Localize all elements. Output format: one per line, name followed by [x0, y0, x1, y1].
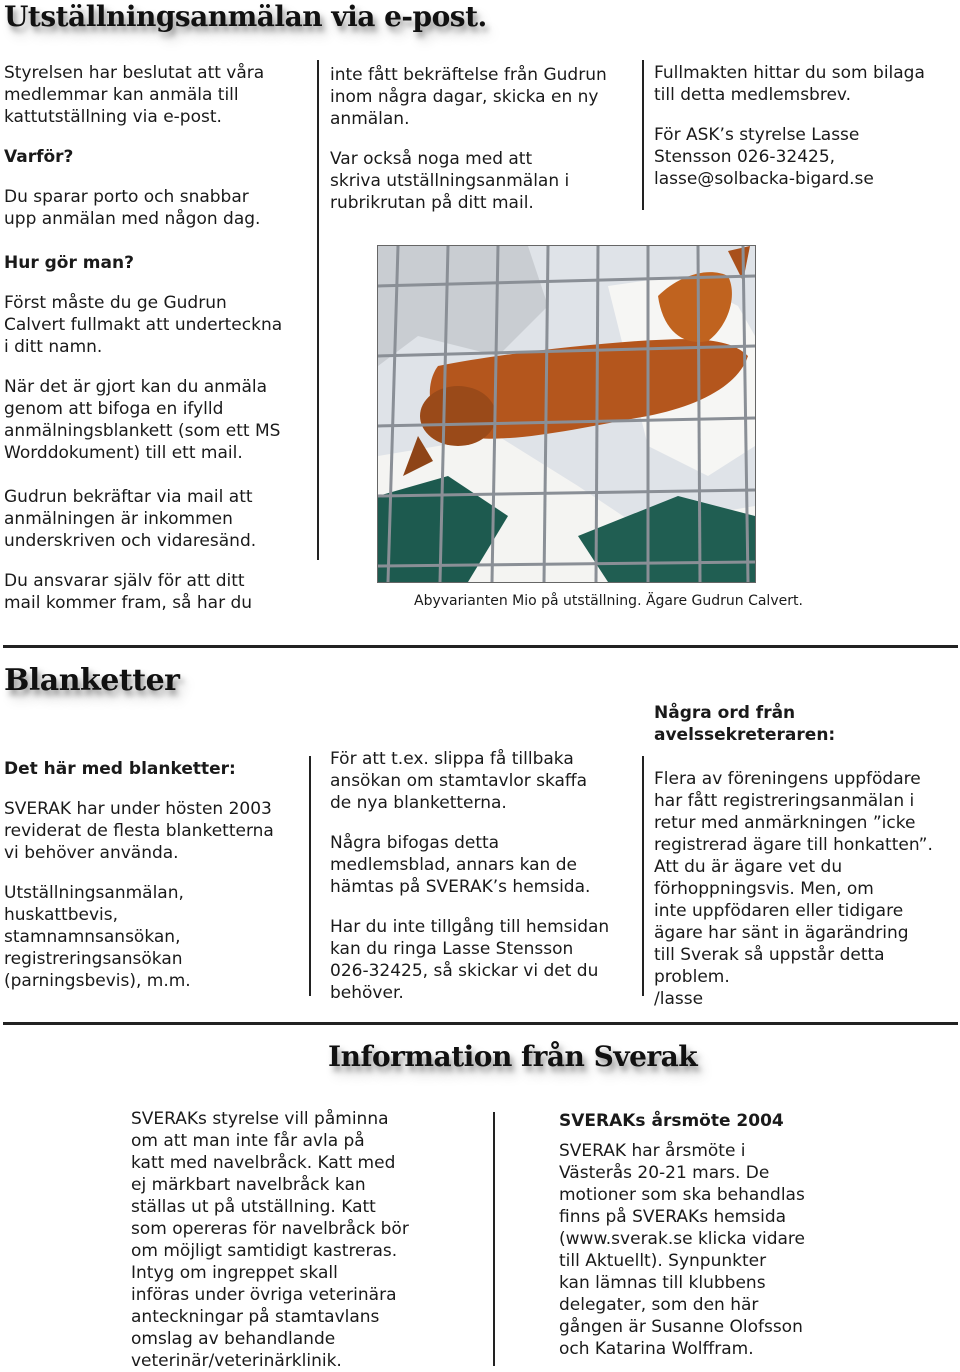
forms-paragraph-1: SVERAK har under hösten 2003 reviderat de flesta blanketterna vi behöver använda.: [4, 799, 274, 863]
section-title-sverak-info: Information från Sverak: [328, 1040, 698, 1073]
column-divider: [642, 756, 644, 996]
how-paragraph-3: Gudrun bekräftar via mail att anmälningen är inkommen underskriven och vidaresänd.: [4, 487, 257, 551]
how-paragraph-2: När det är gjort kan du anmäla genom att bifoga en ifylld anmälningsblankett (som ett MS Worddokument) till ett mail.: [4, 377, 281, 463]
col3-paragraph-1: Fullmakten hittar du som bilaga till detta medlemsbrev.: [654, 63, 925, 105]
col2-paragraph-2: Var också noga med att skriva utställningsanmälan i rubrikrutan på ditt mail.: [330, 149, 570, 213]
cat-in-cage-illustration: [378, 246, 755, 582]
forms-heading: Det här med blanketter:: [4, 759, 236, 779]
column-divider: [493, 1112, 495, 1366]
column-divider: [317, 60, 319, 560]
section-title-forms: Blanketter: [4, 663, 180, 698]
annual-meeting-paragraph: SVERAK har årsmöte i Västerås 20-21 mars. De motioner som ska behandlas finns på SVERAKs hemsida (www.sverak.se klicka vidare till Aktuellt). Synpunkter kan lämnas till klubbens delegater, som den här gången är Susanne Olofsson och Katarina Wolffram.: [559, 1141, 806, 1359]
forms-paragraph-2: Utställningsanmälan, huskattbevis, stamnamnsansökan, registreringsansökan (parningsbevis), m.m.: [4, 883, 191, 991]
col2-paragraph-1: inte fått bekräftelse från Gudrun inom några dagar, skicka en ny anmälan.: [330, 65, 607, 129]
forms-col2-paragraph-2: Några bifogas detta medlemsblad, annars kan de hämtas på SVERAK’s hemsida.: [330, 833, 591, 897]
how-paragraph-4: Du ansvarar själv för att ditt mail kommer fram, så har du: [4, 571, 253, 613]
how-paragraph-1: Först måste du ge Gudrun Calvert fullmakt att underteckna i ditt namn.: [4, 293, 283, 357]
why-paragraph: Du sparar porto och snabbar upp anmälan med någon dag.: [4, 187, 261, 229]
column-divider: [642, 60, 644, 210]
forms-col2-paragraph-1: För att t.ex. slippa få tillbaka ansökan om stamtavlor skaffa de nya blanketterna.: [330, 749, 588, 813]
forms-col2-paragraph-3: Har du inte tillgång till hemsidan kan du ringa Lasse Stensson 026-32425, så skickar vi det du behöver.: [330, 917, 610, 1003]
col3-paragraph-2: För ASK’s styrelse Lasse Stensson 026-32425, lasse@solbacka-bigard.se: [654, 125, 874, 189]
intro-paragraph: Styrelsen har beslutat att våra medlemmar kan anmäla till kattutställning via e-post.: [4, 63, 265, 127]
column-divider: [309, 756, 311, 996]
cat-photo: [377, 245, 756, 583]
breeding-secretary-heading: Några ord från avelssekreteraren:: [654, 703, 836, 745]
sverak-board-paragraph: SVERAKs styrelse vill påminna om att man inte får avla på katt med navelbråck. Katt med ej märkbart navelbråck kan ställas ut på utställning. Katt som opereras för navelbråck bör om möjligt samtidigt kastreras. Intyg om ingreppet skall införas under övriga veterinära anteckningar på stamtavlans omslag av behandlande veterinär/veterinärklinik.: [131, 1109, 409, 1371]
heading-how: Hur gör man?: [4, 253, 134, 273]
photo-caption: Abyvarianten Mio på utställning. Ägare Gudrun Calvert.: [414, 593, 803, 609]
section-divider: [3, 1022, 958, 1025]
breeding-secretary-paragraph: Flera av föreningens uppfödare har fått registreringsanmälan i retur med anmärkningen ”icke registrerad ägare till honkatten”. Att du är ägare vet du förhoppningsvis. Men, om inte uppfödaren eller tidigare ägare har sänt in ägarändring till Sverak så uppstår detta problem. /lasse: [654, 769, 933, 1009]
heading-why: Varför?: [4, 147, 74, 167]
section-title-email-registration: Utställningsanmälan via e-post.: [4, 0, 487, 33]
section-divider: [3, 645, 958, 648]
annual-meeting-heading: SVERAKs årsmöte 2004: [559, 1111, 784, 1131]
